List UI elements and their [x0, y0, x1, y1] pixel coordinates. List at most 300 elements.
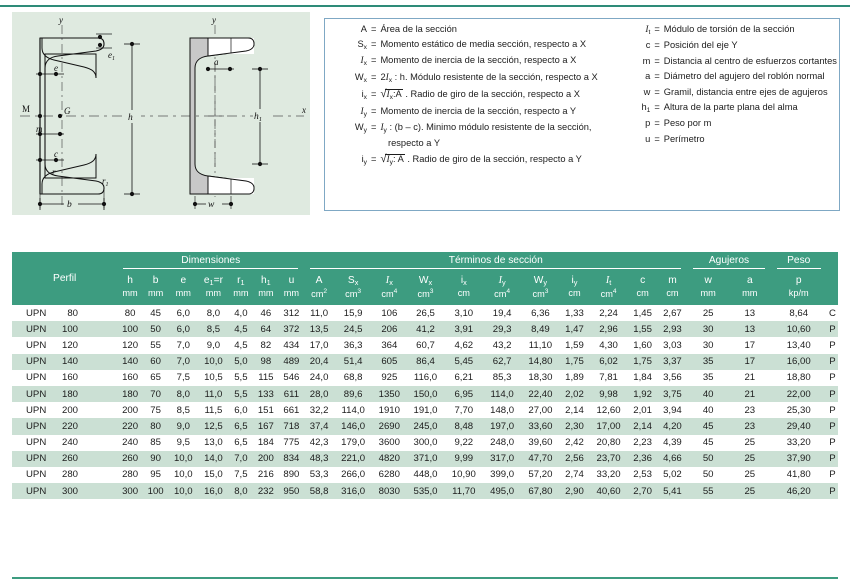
- cell-p: 8,64: [789, 307, 809, 319]
- cell-iₓ: 5,45: [445, 354, 483, 370]
- header-unit-w: mm: [687, 286, 729, 305]
- cell-Iₓ: 925: [381, 372, 398, 384]
- cell-Wₓ: 300,0: [413, 437, 438, 449]
- cell-Iₓ: 8030: [372, 483, 406, 499]
- cell-e₁=r: 11,5: [204, 404, 223, 416]
- cell-Wᵧ: 67,80: [521, 483, 559, 499]
- cell-b: 95: [150, 469, 161, 481]
- legend-equals: =: [371, 39, 377, 50]
- cell-p: 16,00: [771, 354, 827, 370]
- cell-r₁: 4,5: [229, 321, 253, 337]
- cell-Wₓ: 191,0: [413, 404, 438, 416]
- table-row: [12, 386, 838, 402]
- cell-h₁: 115: [258, 372, 274, 384]
- cell-Sₓ: 266,0: [341, 469, 366, 481]
- cell-m: 3,75: [658, 386, 688, 402]
- legend-symbol: $I_t$: [645, 25, 651, 36]
- cell-perfil: [12, 370, 117, 386]
- legend-symbol: $W_x$: [354, 71, 367, 84]
- legend-text: Gramil, distancia entre ejes de agujeros: [663, 86, 828, 97]
- cell-flag: P: [829, 372, 836, 384]
- cell-iᵧ: 1,33: [565, 307, 584, 319]
- svg-text:e: e: [54, 63, 58, 73]
- cell-A: 24,0: [309, 372, 329, 384]
- perfil-size: 100: [61, 323, 78, 335]
- cell-w: 35: [687, 354, 729, 370]
- cell-p: 25,30: [786, 404, 811, 416]
- perfil-series: UPN: [26, 404, 47, 416]
- cell-e: 10,0: [168, 451, 198, 467]
- header-sym-m: m: [658, 270, 688, 286]
- cell-perfil: [12, 402, 117, 418]
- header-unit-h1: mm: [253, 286, 279, 305]
- legend-item: [630, 25, 839, 35]
- cell-iᵧ: 1,59: [565, 339, 584, 351]
- cell-u: 834: [279, 451, 305, 467]
- perfil-series: UPN: [26, 469, 47, 481]
- cell-w: 40: [687, 386, 729, 402]
- header-unit-Ix: $cm^4$: [372, 286, 406, 305]
- header-group-flag: [827, 252, 838, 305]
- table-row: [12, 354, 838, 370]
- cell-perfil: [12, 305, 117, 321]
- cell-Iₜ: 2,24: [599, 307, 618, 319]
- header-unit-m: cm: [658, 286, 688, 305]
- legend-item: [333, 123, 624, 133]
- cell-e: 7,5: [176, 372, 190, 384]
- cell-perfil: [12, 435, 117, 451]
- cell-Iₜ: 6,02: [589, 354, 627, 370]
- cell-Wₓ: 371,0: [406, 451, 444, 467]
- cell-perfil: [12, 418, 117, 434]
- legend-item: [630, 119, 839, 128]
- cell-c: 2,36: [628, 451, 658, 467]
- table-group-header-row: [12, 252, 838, 270]
- legend-text: Momento de inercia de la sección, respecto a Y: [380, 105, 577, 116]
- header-unit-e: mm: [168, 286, 198, 305]
- cell-Wₓ: 41,2: [406, 321, 444, 337]
- table-body: [12, 305, 838, 499]
- cell-Wᵧ: 22,40: [521, 386, 559, 402]
- legend-symbol: $W_y$: [354, 122, 367, 135]
- cell-iₓ: 6,21: [454, 372, 474, 384]
- cell-c: 1,45: [633, 307, 652, 319]
- cell-e₁=r: 13,0: [204, 437, 223, 449]
- cell-Iₜ: 4,30: [599, 339, 618, 351]
- legend-symbol: A: [360, 24, 367, 34]
- cell-h₁: 46: [260, 307, 272, 319]
- cell-m: 5,41: [658, 483, 688, 499]
- cell-e: 8,0: [168, 386, 198, 402]
- cell-flag: P: [827, 321, 838, 337]
- cell-Iₜ: 20,80: [596, 437, 621, 449]
- cell-r₁: 6,5: [234, 437, 248, 449]
- cell-e: 6,0: [168, 321, 198, 337]
- cell-Sₓ: 221,0: [334, 451, 372, 467]
- cell-m: 3,03: [663, 339, 682, 351]
- cell-u: 312: [283, 307, 300, 319]
- cell-w: 50: [702, 469, 714, 481]
- perfil-size: 120: [61, 339, 78, 351]
- cell-w: 45: [702, 437, 714, 449]
- header-unit-It: $cm^4$: [589, 286, 627, 305]
- header-unit-ix: cm: [445, 286, 483, 305]
- cell-A: 42,3: [309, 437, 329, 449]
- legend-item: [333, 25, 624, 34]
- upn-profile-diagram: [12, 12, 310, 215]
- cell-e: 9,0: [168, 418, 198, 434]
- cell-Iᵧ: 114,0: [483, 386, 521, 402]
- cell-b: 100: [143, 483, 169, 499]
- legend-symbol: a: [645, 71, 651, 82]
- cell-h₁: 216: [257, 469, 274, 481]
- legend-equals: =: [371, 24, 377, 34]
- header-sym-Ix: $I_x$: [372, 270, 406, 286]
- cell-w: 40: [702, 404, 714, 416]
- cell-m: 3,56: [663, 372, 682, 384]
- perfil-size: 80: [67, 307, 78, 319]
- upn-profile-table: [12, 252, 838, 499]
- cell-a: 25: [729, 451, 771, 467]
- svg-text:e1: $e_1$: [108, 50, 115, 62]
- header-sym-iy: $i_y$: [560, 270, 590, 286]
- cell-c: 2,70: [628, 483, 658, 499]
- cell-u: 546: [283, 372, 300, 384]
- cell-h₁: 184: [257, 437, 274, 449]
- cell-Iₓ: 3600: [378, 437, 400, 449]
- cell-Wₓ: 26,5: [416, 307, 435, 319]
- cell-u: 372: [279, 321, 305, 337]
- header-sym-h1: $h_1$: [253, 270, 279, 286]
- legend-symbol: m: [642, 55, 651, 66]
- legend-equals: =: [654, 55, 660, 66]
- cell-iᵧ: 1,89: [565, 372, 584, 384]
- table-row: [12, 321, 838, 337]
- header-sym-A: A: [304, 270, 334, 286]
- legend-text: Momento estático de media sección, respecto a X: [380, 39, 587, 50]
- legend-text: Altura de la parte plana del alma: [663, 102, 798, 113]
- cell-Wᵧ: 14,80: [521, 354, 559, 370]
- legend-item: [630, 103, 839, 113]
- svg-text:G: G: [64, 106, 71, 116]
- legend-text: $√I_y$: A . Radio de giro de la sección, respecto a Y: [380, 152, 582, 166]
- cell-Wₓ: 535,0: [406, 483, 444, 499]
- header-sym-e1r: $e_1=r$: [198, 270, 228, 286]
- cell-perfil: [12, 467, 117, 483]
- cell-perfil: [12, 483, 117, 499]
- legend-equals: =: [371, 89, 377, 100]
- cell-flag: C: [828, 307, 836, 319]
- symbol-legend-panel: [324, 18, 840, 211]
- cell-h₁: 82: [260, 339, 272, 351]
- cell-Iₓ: 2690: [372, 418, 406, 434]
- header-group-dimensiones: Dimensiones: [117, 252, 304, 270]
- cell-h: 300: [117, 483, 143, 499]
- legend-equals: =: [371, 122, 377, 133]
- cell-b: 70: [143, 386, 169, 402]
- cell-b: 90: [143, 451, 169, 467]
- cell-Sₓ: 36,3: [343, 339, 363, 351]
- header-unit-iy: cm: [560, 286, 590, 305]
- cell-e₁=r: 10,5: [204, 372, 223, 384]
- cell-w: 45: [687, 418, 729, 434]
- cell-w: 30: [702, 339, 714, 351]
- cell-e: 10,0: [168, 483, 198, 499]
- cell-r₁: 5,0: [229, 354, 253, 370]
- cell-u: 661: [283, 404, 300, 416]
- cell-Wᵧ: 39,60: [528, 437, 553, 449]
- header-unit-u: mm: [279, 286, 305, 305]
- legend-item: [333, 107, 624, 117]
- cell-Iᵧ: 248,0: [490, 437, 515, 449]
- section-diagram-panel: [12, 12, 310, 215]
- perfil-size: 160: [61, 372, 78, 384]
- cell-iᵧ: 2,90: [560, 483, 590, 499]
- legend-text: $√I_x:A$ . Radio de giro de la sección, respecto a X: [380, 88, 580, 102]
- cell-w: 50: [687, 451, 729, 467]
- svg-text:y: y: [212, 15, 216, 25]
- cell-r₁: 7,0: [229, 451, 253, 467]
- cell-perfil: [12, 321, 117, 337]
- perfil-series: UPN: [26, 420, 47, 432]
- legend-item: [630, 88, 839, 97]
- cell-e₁=r: 10,0: [198, 354, 228, 370]
- table-row: [12, 467, 838, 483]
- cell-a: 17: [729, 354, 771, 370]
- cell-m: 4,66: [658, 451, 688, 467]
- legend-text: Posición del eje Y: [663, 40, 738, 51]
- cell-r₁: 7,5: [234, 469, 248, 481]
- cell-Iᵧ: 62,7: [483, 354, 521, 370]
- legend-equals: =: [654, 133, 660, 144]
- cell-h₁: 232: [253, 483, 279, 499]
- svg-text:h1: $h_1$: [254, 112, 262, 123]
- cell-iₓ: 6,95: [445, 386, 483, 402]
- cell-m: 4,20: [658, 418, 688, 434]
- legend-equals: =: [654, 24, 660, 34]
- legend-text: Perímetro: [663, 133, 705, 144]
- cell-b: 55: [150, 339, 161, 351]
- cell-h₁: 133: [253, 386, 279, 402]
- cell-h₁: 200: [253, 451, 279, 467]
- cell-A: 17,0: [309, 339, 329, 351]
- perfil-series: UPN: [26, 372, 47, 384]
- svg-text:r1: $r_1$: [102, 176, 109, 188]
- header-sym-ix: $i_x$: [445, 270, 483, 286]
- cell-Iᵧ: 19,4: [492, 307, 512, 319]
- cell-r₁: 5,5: [234, 372, 248, 384]
- cell-Sₓ: 15,9: [343, 307, 363, 319]
- cell-e₁=r: 12,5: [198, 418, 228, 434]
- cell-r₁: 6,5: [229, 418, 253, 434]
- legend-item: [333, 56, 624, 66]
- cell-iₓ: 10,90: [451, 469, 476, 481]
- cell-u: 611: [279, 386, 305, 402]
- header-sym-Wx: $W_x$: [406, 270, 444, 286]
- cell-Iₜ: 23,70: [589, 451, 627, 467]
- table-header: [12, 252, 838, 305]
- cell-u: 775: [283, 437, 300, 449]
- perfil-size: 260: [61, 453, 78, 465]
- table-row: [12, 435, 838, 451]
- cell-e₁=r: 9,0: [206, 339, 221, 351]
- cell-Sₓ: 179,0: [341, 437, 366, 449]
- cell-iᵧ: 1,47: [560, 321, 590, 337]
- cell-a: 25: [744, 437, 756, 449]
- cell-c: 1,92: [628, 386, 658, 402]
- cell-A: 20,4: [304, 354, 334, 370]
- perfil-size: 140: [61, 356, 78, 368]
- cell-h: 80: [124, 307, 136, 319]
- header-sym-It: $I_t$: [589, 270, 627, 286]
- perfil-series: UPN: [26, 453, 47, 465]
- cell-p: 13,40: [786, 339, 811, 351]
- cell-perfil: [12, 451, 117, 467]
- perfil-size: 280: [61, 469, 78, 481]
- legend-item: [630, 41, 839, 50]
- cell-h₁: 64: [253, 321, 279, 337]
- cell-h: 180: [117, 386, 143, 402]
- cell-Wᵧ: 18,30: [528, 372, 553, 384]
- header-sym-w: w: [687, 270, 729, 286]
- cell-iₓ: 8,48: [445, 418, 483, 434]
- legend-equals: =: [654, 86, 660, 97]
- header-sym-p: p: [771, 270, 827, 286]
- cell-Wᵧ: 57,20: [528, 469, 553, 481]
- cell-Iₜ: 9,98: [589, 386, 627, 402]
- legend-text: $2I_x$ : h. Módulo resistente de la sección, respecto a X: [380, 71, 598, 84]
- cell-Wᵧ: 33,60: [521, 418, 559, 434]
- cell-iₓ: 9,22: [454, 437, 474, 449]
- perfil-series: UPN: [26, 323, 47, 335]
- cell-Iₜ: 40,60: [589, 483, 627, 499]
- cell-e₁=r: 15,0: [204, 469, 223, 481]
- cell-Iₓ: 1910: [378, 404, 400, 416]
- header-sym-Iy: $I_y$: [483, 270, 521, 286]
- cell-h₁: 167: [253, 418, 279, 434]
- cell-e: 7,0: [176, 339, 190, 351]
- cell-w: 30: [687, 321, 729, 337]
- legend-text: Peso por m: [663, 118, 712, 129]
- cell-Wₓ: 60,7: [416, 339, 435, 351]
- cell-flag: P: [827, 354, 838, 370]
- cell-Sₓ: 146,0: [334, 418, 372, 434]
- cell-Iₜ: 12,60: [596, 404, 621, 416]
- table-row: [12, 418, 838, 434]
- cell-p: 10,60: [771, 321, 827, 337]
- legend-symbol: $I_y$: [360, 106, 367, 118]
- legend-text: Distancia al centro de esfuerzos cortantes: [663, 55, 837, 66]
- cell-a: 25: [729, 483, 771, 499]
- cell-Iₓ: 364: [381, 339, 398, 351]
- cell-u: 890: [283, 469, 300, 481]
- cell-perfil: [12, 386, 117, 402]
- cell-u: 489: [279, 354, 305, 370]
- header-unit-Wx: $cm^3$: [406, 286, 444, 305]
- cell-e: 6,0: [176, 307, 190, 319]
- cell-e₁=r: 14,0: [198, 451, 228, 467]
- cell-iᵧ: 2,14: [565, 404, 584, 416]
- header-group-terminos: Términos de sección: [304, 252, 687, 270]
- cell-r₁: 5,5: [229, 386, 253, 402]
- header-sym-Wy: $W_y$: [521, 270, 559, 286]
- cell-Sₓ: 68,8: [343, 372, 363, 384]
- cell-flag: P: [829, 437, 836, 449]
- cell-iₓ: 3,91: [445, 321, 483, 337]
- svg-text:y: y: [59, 15, 63, 25]
- legend-symbol: $h_1$: [641, 102, 651, 115]
- legend-item: [333, 40, 624, 50]
- table-row: [12, 402, 838, 418]
- header-sym-r1: $r_1$: [229, 270, 253, 286]
- header-sym-c: c: [628, 270, 658, 286]
- cell-Iₓ: 206: [372, 321, 406, 337]
- cell-w: 25: [702, 307, 714, 319]
- cell-A: 11,0: [310, 307, 329, 319]
- legend-symbol: $I_x$: [360, 56, 367, 68]
- legend-equals: =: [371, 105, 377, 116]
- svg-text:w: w: [208, 200, 215, 210]
- cell-A: 28,0: [304, 386, 334, 402]
- cell-p: 41,80: [786, 469, 811, 481]
- perfil-series: UPN: [26, 307, 47, 319]
- cell-m: 3,94: [663, 404, 682, 416]
- cell-c: 1,84: [633, 372, 652, 384]
- header-sym-b: b: [143, 270, 169, 286]
- cell-h: 260: [117, 451, 143, 467]
- legend-text: Diámetro del agujero del roblón normal: [663, 71, 825, 82]
- cell-Iₓ: 1350: [372, 386, 406, 402]
- cell-r₁: 8,0: [229, 483, 253, 499]
- cell-b: 80: [143, 418, 169, 434]
- cell-a: 23: [729, 418, 771, 434]
- svg-text:m: m: [36, 124, 43, 134]
- perfil-size: 180: [61, 388, 78, 400]
- cell-h: 280: [122, 469, 139, 481]
- cell-Wₓ: 150,0: [406, 386, 444, 402]
- table-row: [12, 483, 838, 499]
- cell-m: 2,93: [658, 321, 688, 337]
- legend-equals: =: [654, 118, 660, 129]
- cell-iᵧ: 2,74: [565, 469, 584, 481]
- svg-text:x: x: [302, 105, 306, 115]
- cell-m: 4,39: [663, 437, 682, 449]
- cell-m: 2,67: [663, 307, 682, 319]
- legend-equals: =: [654, 102, 660, 113]
- cell-flag: P: [827, 483, 838, 499]
- cell-Wᵧ: 8,49: [521, 321, 559, 337]
- cell-Iₜ: 17,00: [589, 418, 627, 434]
- header-perfil: Perfil: [12, 252, 117, 305]
- cell-Iᵧ: 85,3: [492, 372, 512, 384]
- cell-Iᵧ: 148,0: [490, 404, 515, 416]
- cell-perfil: [12, 354, 117, 370]
- top-rule: [0, 5, 850, 7]
- legend-symbol: $i_y$: [361, 153, 367, 166]
- header-unit-h: mm: [117, 286, 143, 305]
- cell-r₁: 4,0: [234, 307, 248, 319]
- perfil-size: 200: [61, 404, 78, 416]
- cell-h₁: 98: [253, 354, 279, 370]
- cell-a: 25: [744, 469, 756, 481]
- header-sym-a: a: [729, 270, 771, 286]
- cell-h: 120: [122, 339, 139, 351]
- legend-item: [630, 135, 839, 144]
- header-unit-a: mm: [729, 286, 771, 305]
- header-unit-A: $cm^2$: [304, 286, 334, 305]
- cell-a: 13: [729, 321, 771, 337]
- table-row: [12, 370, 838, 386]
